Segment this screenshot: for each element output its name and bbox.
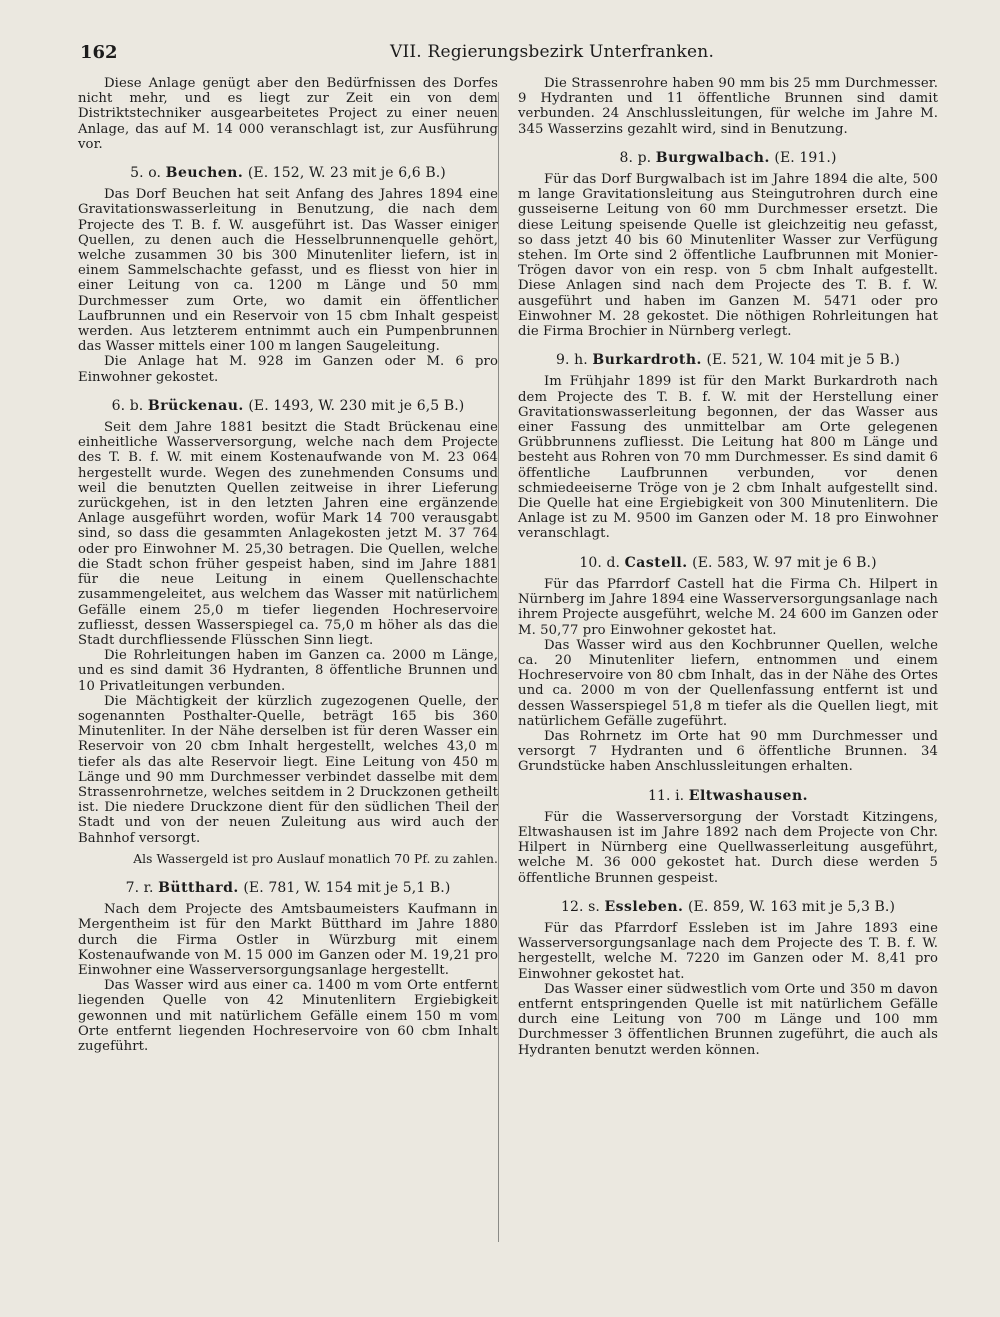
- paragraph: Für das Pfarrdorf Castell hat die Firma Ch. Hilpert in Nürnberg im Jahre 1894 eine Wasserversorgungsanlage nach ihrem Projecte ausgeführt, welche M. 24 600 im Ganzen oder M. 50,77 pro Einwohner gekostet hat.: [518, 576, 938, 638]
- paragraph: Das Wasser wird aus einer ca. 1400 m vom Orte entfernt liegenden Quelle von 42 Minutenlitern Ergiebigkeit gewonnen und mit natürlichem Gefälle einem 150 m vom Orte entfernt liegenden Hochreservoire von 60 cbm Inhalt zugeführt.: [78, 978, 498, 1054]
- page-number: 162: [80, 42, 118, 63]
- section-name: Eltwashausen.: [688, 787, 809, 804]
- section-meta: (E. 781, W. 154 mit je 5,1 B.): [243, 879, 451, 896]
- section-heading-buetthard: [78, 881, 498, 896]
- section-heading-eltwashausen: [518, 789, 938, 804]
- paragraph: Im Frühjahr 1899 ist für den Markt Burkardroth nach dem Projecte des T. B. f. W. mit der Herstellung einer Gravitationswasserleitung begonnen, der das Wasser aus einer Fassung des unmittelbar am Orte gelegenen Grübbrunnens zufliesst. Die Leitung hat 800 m Länge und besteht aus Rohren von 70 mm Durchmesser. Es sind damit 6 öffentliche Laufbrunnen verbunden, vor denen schmiedeeiserne Tröge von je 2 cbm Inhalt aufgestellt sind. Die Quelle hat eine Ergiebigkeit von 300 Minutenlitern. Die Anlage ist zu M. 9500 im Ganzen oder M. 18 pro Einwohner veranschlagt.: [518, 374, 938, 542]
- section-name: Beuchen.: [165, 165, 244, 182]
- section-number: 10. d.: [579, 554, 621, 571]
- paragraph: Nach dem Projecte des Amtsbaumeisters Kaufmann in Mergentheim ist für den Markt Bütthard im Jahre 1880 durch die Firma Ostler in Würzburg mit einem Kostenaufwande von M. 15 000 im Ganzen oder M. 19,21 pro Einwohner eine Wasserversorgungsanlage hergestellt.: [78, 902, 498, 978]
- paragraph: Die Mächtigkeit der kürzlich zugezogenen Quelle, der sogenannten Posthalter-Quelle, beträgt 165 bis 360 Minutenliter. In der Nähe derselben ist für deren Wasser ein Reservoir von 20 cbm Inhalt hergestellt, welches 43,0 m tiefer als das alte Reservoir liegt. Eine Leitung von 450 m Länge und 90 mm Durchmesser verbindet dasselbe mit dem Strassenrohrnetze, welches seitdem in 2 Druckzonen getheilt ist. Die niedere Druckzone dient für den südlichen Theil der Stadt und von der neuen Zuleitung aus wird auch der Bahnhof versorgt.: [78, 693, 498, 846]
- running-title: VII. Regierungsbezirk Unterfranken.: [390, 42, 715, 62]
- section-heading-essleben: [518, 900, 938, 915]
- right-column: [518, 76, 938, 1058]
- section-meta: (E. 859, W. 163 mit je 5,3 B.): [687, 898, 896, 915]
- paragraph: Für die Wasserversorgung der Vorstadt Kitzingens, Eltwashausen ist im Jahre 1892 nach dem Projecte von Chr. Hilpert in Nürnberg eine Quellwasserleitung ausgeführt, welche M. 36 000 gekostet hat. Durch diese werden 5 öffentliche Brunnen gespeist.: [518, 809, 938, 886]
- section-name: Castell.: [624, 554, 688, 571]
- section-number: 8. p.: [619, 149, 652, 166]
- section-meta: (E. 191.): [774, 149, 837, 166]
- section-name: Brückenau.: [147, 397, 244, 414]
- footnote: Als Wassergeld ist pro Auslauf monatlich 70 Pf. zu zahlen.: [133, 851, 498, 866]
- section-meta: (E. 521, W. 104 mit je 5 B.): [706, 352, 900, 369]
- paragraph: Diese Anlage genügt aber den Bedürfnissen des Dorfes nicht mehr, und es liegt zur Zeit ein von dem Distriktstechniker ausgearbeitetes Project zu einer neuen Anlage, das auf M. 14 000 veranschlagt ist, zur Ausführung vor.: [78, 76, 498, 152]
- section-heading-burgwalbach: [518, 151, 938, 166]
- section-heading-beuchen: [78, 166, 498, 181]
- paragraph: Das Rohrnetz im Orte hat 90 mm Durchmesser und versorgt 7 Hydranten und 6 öffentliche Brunnen. 34 Grundstücke haben Anschlussleitungen erhalten.: [518, 728, 938, 775]
- column-divider: [498, 92, 499, 1242]
- section-number: 6. b.: [111, 397, 144, 414]
- paragraph: Die Strassenrohre haben 90 mm bis 25 mm Durchmesser. 9 Hydranten und 11 öffentliche Brunnen sind damit verbunden. 24 Anschlussleitungen, für welche im Jahre M. 345 Wasserzins gezahlt wird, sind in Benutzung.: [518, 76, 938, 137]
- page-header: [80, 36, 715, 70]
- section-number: 5. o.: [130, 165, 162, 182]
- section-heading-brueckenau: [78, 399, 498, 414]
- paragraph: Für das Dorf Burgwalbach ist im Jahre 1894 die alte, 500 m lange Gravitationsleitung aus Steingutrohren durch eine gusseiserne Leitung von 60 mm Durchmesser ersetzt. Die diese Leitung speisende Quelle ist gleichzeitig neu gefasst, so dass jetzt 40 bis 60 Minutenliter Wasser zur Verfügung stehen. Im Orte sind 2 öffentliche Laufbrunnen mit Monier-Trögen davor von ein resp. von 5 cbm Inhalt aufgestellt. Diese Anlagen sind nach dem Projecte des T. B. f. W. ausgeführt und haben im Ganzen M. 5471 oder pro Einwohner M. 28 gekostet. Die nöthigen Rohrleitungen hat die Firma Brochier in Nürnberg verlegt.: [518, 172, 938, 340]
- section-number: 7. r.: [125, 879, 154, 896]
- paragraph: Das Wasser einer südwestlich vom Orte und 350 m davon entfernt entspringenden Quelle ist mit natürlichem Gefälle durch eine Leitung von 700 m Länge und 100 mm Durchmesser 3 öffentlichen Brunnen zugeführt, die auch als Hydranten benutzt werden können.: [518, 981, 938, 1058]
- section-number: 12. s.: [560, 898, 600, 915]
- paragraph: Für das Pfarrdorf Essleben ist im Jahre 1893 eine Wasserversorgungsanlage nach dem Projecte des T. B. f. W. hergestellt, welche M. 7220 im Ganzen oder M. 8,41 pro Einwohner gekostet hat.: [518, 920, 938, 982]
- section-meta: (E. 1493, W. 230 mit je 6,5 B.): [248, 397, 465, 414]
- section-heading-castell: [518, 556, 938, 571]
- section-meta: (E. 583, W. 97 mit je 6 B.): [692, 554, 877, 571]
- paragraph: Seit dem Jahre 1881 besitzt die Stadt Brückenau eine einheitliche Wasserversorgung, welche nach dem Projecte des T. B. f. W. mit einem Kostenaufwande von M. 23 064 hergestellt wurde. Wegen des zunehmenden Consums und weil die benutzten Quellen zeitweise in ihrer Lieferung zurückgehen, ist in den letzten Jahren eine ergänzende Anlage ausgeführt worden, wofür Mark 14 700 verausgabt sind, so dass die gesammten Anlagekosten jetzt M. 37 764 oder pro Einwohner M. 25,30 betragen. Die Quellen, welche die Stadt schon früher gespeist haben, sind im Jahre 1881 für die neue Leitung in einem Quellenschachte zusammengeleitet, aus welchem das Wasser mit natürlichem Gefälle einem 25,0 m tiefer liegenden Hochreservoire zufliesst, dessen Wasserspiegel ca. 75,0 m höher als das die Stadt durchfliessende Flüsschen Sinn liegt.: [78, 420, 498, 648]
- paragraph: Die Rohrleitungen haben im Ganzen ca. 2000 m Länge, und es sind damit 36 Hydranten, 8 öffentliche Brunnen und 10 Privatleitungen verbunden.: [78, 648, 498, 694]
- section-meta: (E. 152, W. 23 mit je 6,6 B.): [247, 165, 446, 182]
- left-column: [78, 76, 498, 1054]
- paragraph: Die Anlage hat M. 928 im Ganzen oder M. 6 pro Einwohner gekostet.: [78, 354, 498, 385]
- section-number: 11. i.: [647, 787, 685, 804]
- section-name: Burkardroth.: [592, 352, 702, 369]
- paragraph: Das Dorf Beuchen hat seit Anfang des Jahres 1894 eine Gravitationswasserleitung in Benutzung, die nach dem Projecte des T. B. f. W. ausgeführt ist. Das Wasser einiger Quellen, zu denen auch die Hesselbrunnenquelle gehört, welche zusammen 30 bis 300 Minutenliter liefern, ist in einem Sammelschachte gefasst, und es fliesst von hier in einer Leitung von ca. 1200 m Länge und 50 mm Durchmesser zum Orte, wo damit ein öffentlicher Laufbrunnen und ein Reservoir von 15 cbm Inhalt gespeist werden. Aus letzterem entnimmt auch ein Pumpenbrunnen das Wasser mittels einer 100 m langen Saugeleitung.: [78, 187, 498, 355]
- section-name: Bütthard.: [158, 879, 239, 896]
- paragraph: Das Wasser wird aus den Kochbrunner Quellen, welche ca. 20 Minutenliter liefern, entnommen und einem Hochreservoire von 80 cbm Inhalt, das in der Nähe des Ortes und ca. 2000 m von der Quellenfassung entfernt ist und dessen Wasserspiegel 51,8 m tiefer als die Quellen liegt, mit natürlichem Gefälle zugeführt.: [518, 637, 938, 729]
- section-number: 9. h.: [556, 352, 588, 369]
- section-name: Burgwalbach.: [655, 149, 770, 166]
- section-heading-burkardroth: [518, 353, 938, 368]
- section-name: Essleben.: [604, 898, 684, 915]
